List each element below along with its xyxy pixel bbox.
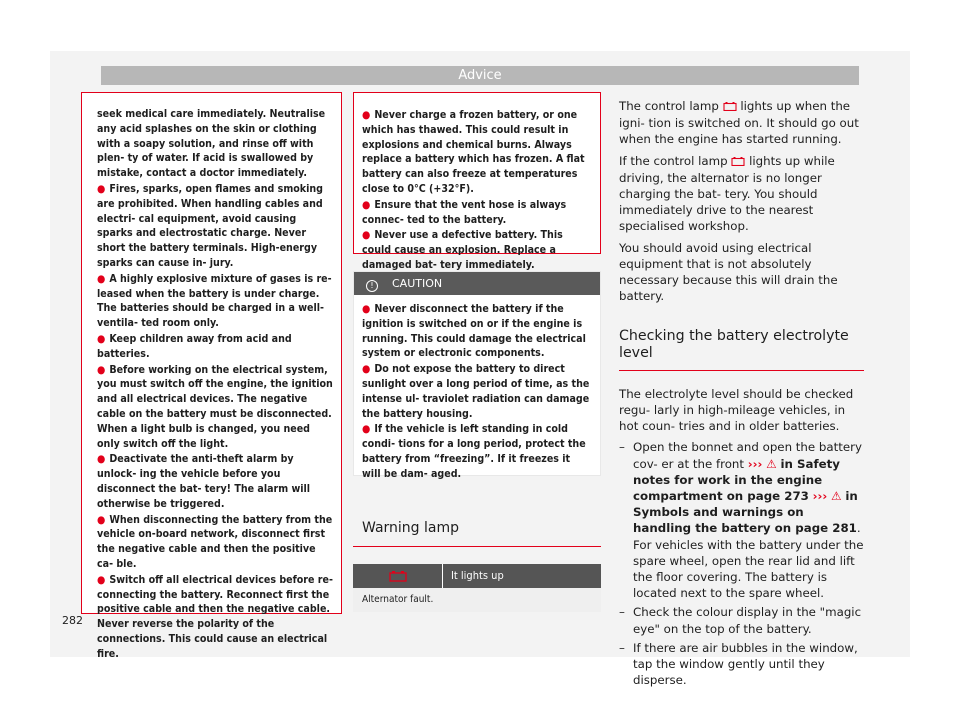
cross-reference-link[interactable]: in Symbols and warnings on handling the battery on page 281 xyxy=(633,489,858,536)
battery-icon xyxy=(353,564,443,588)
warning-lamp-title: Warning lamp xyxy=(353,520,601,547)
warning-text: seek medical care immediately. Neutralise any acid splashes on the skin or clothing with a soapy solution, and rinse off with plen- ty of water. If acid is swallowed by mistake, contact a doctor immediately. xyxy=(97,108,326,180)
warning-item: ● Keep children away from acid and batteries. xyxy=(97,332,292,360)
caution-body xyxy=(354,295,600,491)
bullet-icon: ● xyxy=(362,303,371,315)
caution-item: ● Never disconnect the battery if the ignition is switched on or if the engine is running. This could damage the electrical system or electronic components. xyxy=(362,303,586,360)
bullet-icon: ● xyxy=(97,182,106,195)
table-header-label: It lights up xyxy=(451,569,504,582)
bullet-icon: ● xyxy=(362,363,371,376)
warning-item: ● Never charge a frozen battery, or one which has thawed. This could result in explosions and chemical burns. Always replace a battery which has frozen. A flat battery can also freeze at temperatures close to 0°C (+32°F). xyxy=(362,109,585,195)
xref-arrow[interactable]: ››› xyxy=(747,456,763,471)
middle-column xyxy=(353,92,601,612)
dash-marker: – xyxy=(619,640,625,655)
step-item: – Open the bonnet and open the battery cov- er at the front ››› ⚠ in Safety notes for work in the engine compartment on page 273 ››› ⚠ in Symbols and warnings on handling the battery on page 281. For vehicles with the battery under the spare wheel, open the rear lid and lift the floor covering. The battery is located next to the spare wheel. xyxy=(619,440,864,601)
warning-triangle-icon: ⚠ xyxy=(830,489,842,504)
exclamation-circle-icon: ! xyxy=(366,280,378,292)
warning-box xyxy=(353,92,601,271)
caution-label: CAUTION xyxy=(392,277,443,290)
bullet-icon: ● xyxy=(97,363,106,376)
bullet-icon: ● xyxy=(362,198,371,211)
dash-marker: – xyxy=(619,605,625,620)
table-header xyxy=(353,564,601,588)
bullet-icon: ● xyxy=(362,109,371,121)
caution-item: ● If the vehicle is left standing in cold condi- tions for a long period, protect the battery from “freezing”. If it freezes it will be dam- aged. xyxy=(362,423,586,480)
section-title: Checking the battery electrolyte level xyxy=(619,328,864,370)
warning-lamp-table xyxy=(353,564,601,612)
bullet-icon: ● xyxy=(97,513,106,526)
body-paragraph: The control lamp lights up when the igni- tion is switched on. It should go out when the engine has started running. xyxy=(619,99,859,147)
body-paragraph: You should avoid using electrical equipment that is not absolutely necessary because this will drain the battery. xyxy=(619,240,838,304)
warning-item: ● Deactivate the anti-theft alarm by unlock- ing the vehicle before you disconnect the bat- tery! The alarm will otherwise be triggered. xyxy=(97,453,311,510)
warning-item: ● Before working on the electrical system, you must switch off the engine, the ignition and all electrical devices. The negative cable on the battery must be disconnected. When a light bulb is changed, you need only switch off the light. xyxy=(97,363,333,450)
warning-item: ● Fires, sparks, open flames and smoking are prohibited. When handling cables and electri- cal equipment, avoid causing sparks and electrostatic charge. Never short the battery terminals. High-energy sparks can cause in- jury. xyxy=(97,182,324,269)
warning-item: ● Switch off all electrical devices before re- connecting the battery. Reconnect first the positive cable and then the negative cable. Never reverse the polarity of the connections. This could cause an electrical fire. xyxy=(97,573,333,660)
xref-arrow[interactable]: ››› xyxy=(812,489,828,504)
bullet-icon: ● xyxy=(97,453,106,466)
warning-item: ● When disconnecting the battery from the vehicle on-board network, disconnect first the negative cable and then the positive ca- ble. xyxy=(97,513,333,570)
body-paragraph: The electrolyte level should be checked regu- larly in high-mileage vehicles, in hot coun- tries and in older batteries. xyxy=(619,386,854,434)
caution-box xyxy=(353,271,601,480)
dash-marker: – xyxy=(619,440,625,455)
battery-icon xyxy=(731,154,745,170)
cross-reference-link[interactable]: in Safety notes for work in the engine compartment on page 273 xyxy=(633,456,840,504)
warning-box-continued xyxy=(81,92,342,660)
bullet-icon: ● xyxy=(97,332,106,345)
warning-item: ● Never use a defective battery. This could cause an explosion. Replace a damaged bat- tery immediately. xyxy=(362,229,563,271)
bullet-icon: ● xyxy=(362,423,371,436)
bullet-icon: ● xyxy=(97,272,106,285)
battery-icon xyxy=(723,99,737,115)
table-row: Alternator fault. xyxy=(353,588,601,612)
body-paragraph: If the control lamp lights up while driving, the alternator is no longer charging the bat- tery. You should immediately drive to the nearest specialised workshop. xyxy=(619,153,835,234)
warning-item: ● Ensure that the vent hose is always connec- ted to the battery. xyxy=(362,198,567,226)
caution-item: ● Do not expose the battery to direct sunlight over a long period of time, as the intense ul- traviolet radiation can damage the battery housing. xyxy=(362,363,590,420)
section-header: Advice xyxy=(101,66,859,85)
right-column xyxy=(619,98,864,692)
bullet-icon: ● xyxy=(362,229,371,242)
warning-triangle-icon: ⚠ xyxy=(766,456,777,471)
step-item: – Check the colour display in the "magic eye" on the top of the battery. xyxy=(619,605,862,636)
caution-header xyxy=(354,272,600,295)
bullet-icon: ● xyxy=(97,573,106,586)
page-number: 282 xyxy=(62,614,83,627)
warning-item: ● A highly explosive mixture of gases is re- leased when the battery is under charge. The batteries should be charged in a well-ventila- ted room only. xyxy=(97,272,332,330)
step-item: – If there are air bubbles in the window, tap the window gently until they disperse. xyxy=(619,640,858,688)
